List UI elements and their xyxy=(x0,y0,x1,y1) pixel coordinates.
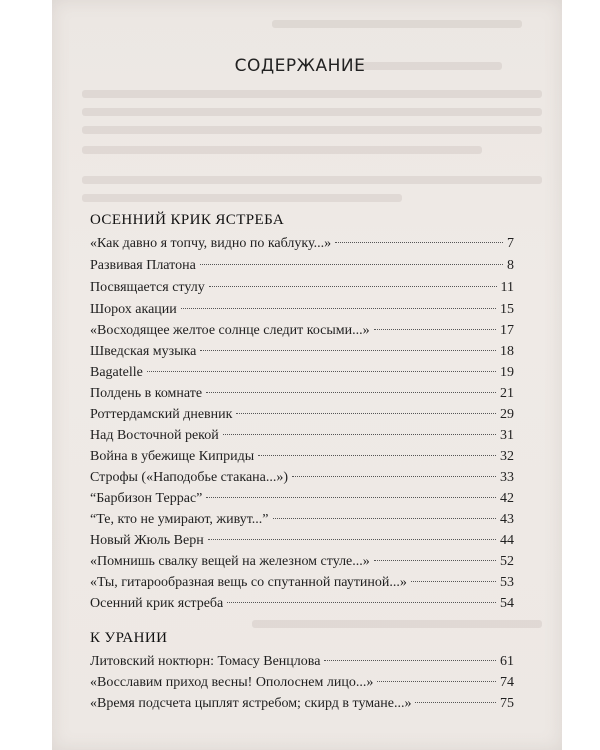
toc-entry[interactable]: Литовский ноктюрн: Томасу Венцлова 61 xyxy=(90,654,514,669)
toc-entry[interactable]: «Ты, гитарообразная вещь со спутанной паутиной...» 53 xyxy=(90,575,514,590)
dot-leader xyxy=(411,581,496,582)
toc-entry[interactable]: “Барбизон Террас” 42 xyxy=(90,491,514,506)
section-title: К УРАНИИ xyxy=(90,630,168,646)
toc-entry[interactable]: “Те, кто не умирают, живут...” 43 xyxy=(90,512,514,527)
toc-entry[interactable]: Шведская музыка 18 xyxy=(90,344,514,359)
dot-leader xyxy=(206,392,496,393)
toc-entry[interactable]: Посвящается стулу 11 xyxy=(90,280,514,295)
toc-entry[interactable]: «Восходящее желтое солнце следит косыми...» 17 xyxy=(90,323,514,338)
dot-leader xyxy=(181,308,496,309)
toc-entry[interactable]: Шорох акации 15 xyxy=(90,302,514,317)
toc-entry[interactable]: «Время подсчета цыплят ястребом; скирд в тумане...» 75 xyxy=(90,696,514,711)
dot-leader xyxy=(147,371,496,372)
dot-leader xyxy=(374,329,496,330)
dot-leader xyxy=(209,286,497,287)
dot-leader xyxy=(258,455,496,456)
dot-leader xyxy=(377,681,496,682)
dot-leader xyxy=(415,702,496,703)
page-title: СОДЕРЖАНИЕ xyxy=(234,56,366,76)
toc-entry[interactable]: Строфы («Наподобье стакана...») 33 xyxy=(90,470,514,485)
dot-leader xyxy=(374,560,496,561)
toc-entry[interactable]: Осенний крик ястреба 54 xyxy=(90,596,514,611)
toc-entry[interactable]: Развивая Платона 8 xyxy=(90,258,514,273)
toc-entry[interactable]: Полдень в комнате 21 xyxy=(90,386,514,401)
dot-leader xyxy=(223,434,496,435)
toc-entry[interactable]: «Как давно я топчу, видно по каблуку...» 7 xyxy=(90,236,514,251)
dot-leader xyxy=(292,476,496,477)
toc-entry[interactable]: Bagatelle 19 xyxy=(90,365,514,380)
toc-entry[interactable]: Над Восточной рекой 31 xyxy=(90,428,514,443)
dot-leader xyxy=(227,602,496,603)
toc-entry[interactable]: «Восславим приход весны! Ополоснем лицо...» 74 xyxy=(90,675,514,690)
dot-leader xyxy=(236,413,496,414)
dot-leader xyxy=(208,539,496,540)
dot-leader xyxy=(273,518,497,519)
dot-leader xyxy=(200,350,496,351)
toc-entry[interactable]: Война в убежище Киприды 32 xyxy=(90,449,514,464)
dot-leader xyxy=(335,242,503,243)
dot-leader xyxy=(206,497,496,498)
dot-leader xyxy=(324,660,496,661)
section-title: ОСЕННИЙ КРИК ЯСТРЕБА xyxy=(90,212,285,228)
dot-leader xyxy=(200,264,503,265)
toc-entry[interactable]: «Помнишь свалку вещей на железном стуле...» 52 xyxy=(90,554,514,569)
toc-entry[interactable]: Новый Жюль Верн 44 xyxy=(90,533,514,548)
toc-entry[interactable]: Роттердамский дневник 29 xyxy=(90,407,514,422)
